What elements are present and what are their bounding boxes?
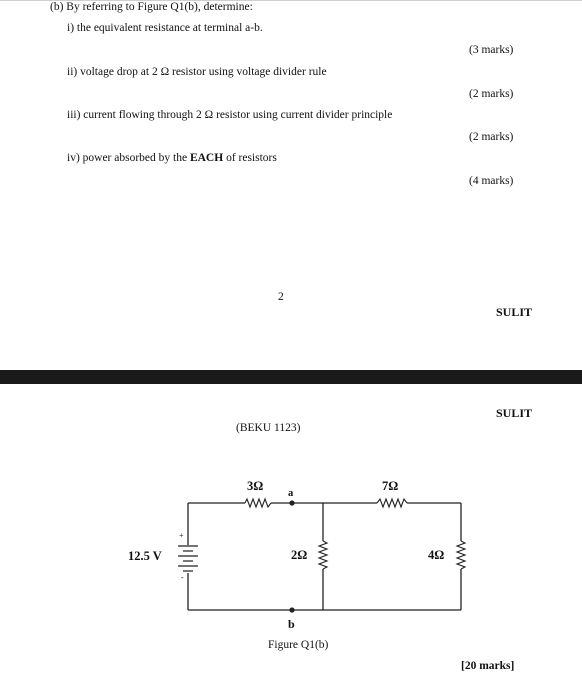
sulit-header: SULIT bbox=[496, 406, 533, 420]
resistor-2-ohm bbox=[319, 541, 327, 569]
question-item-iv-post: of resistors bbox=[223, 152, 277, 164]
question-item-iv-bold: EACH bbox=[189, 152, 224, 164]
course-code: (BEKU 1123) bbox=[236, 422, 301, 434]
question-item-iv-pre: iv) power absorbed by the bbox=[67, 152, 190, 164]
terminal-a-node bbox=[289, 500, 294, 505]
resistor-7-ohm bbox=[377, 499, 407, 507]
terminal-a-label: a bbox=[288, 488, 294, 499]
marks-item-iii: (2 marks) bbox=[469, 131, 514, 143]
source-label: 12.5 V bbox=[128, 549, 162, 563]
source-minus: - bbox=[181, 573, 184, 582]
source-plus: + bbox=[179, 531, 184, 540]
r3-label: 7Ω bbox=[382, 479, 399, 493]
marks-item-i: (3 marks) bbox=[469, 44, 514, 56]
terminal-b-label: b bbox=[288, 617, 295, 631]
total-marks: [20 marks] bbox=[461, 660, 515, 672]
sulit-footer: SULIT bbox=[496, 305, 533, 319]
question-header: (b) By referring to Figure Q1(b), determine: bbox=[50, 1, 253, 13]
marks-item-iv: (4 marks) bbox=[469, 175, 514, 187]
page-number: 2 bbox=[278, 291, 284, 303]
marks-item-ii: (2 marks) bbox=[469, 88, 514, 100]
question-item-ii: ii) voltage drop at 2 Ω resistor using voltage divider rule bbox=[67, 66, 327, 78]
figure-caption: Figure Q1(b) bbox=[268, 639, 329, 651]
resistor-4-ohm bbox=[457, 541, 465, 569]
r2-label: 2Ω bbox=[291, 548, 308, 562]
battery-symbol bbox=[178, 546, 198, 571]
r1-label: 3Ω bbox=[247, 479, 264, 493]
resistor-3-ohm bbox=[245, 499, 271, 507]
terminal-b-node bbox=[289, 607, 294, 612]
question-item-i: i) the equivalent resistance at terminal a-b. bbox=[67, 22, 263, 34]
r4-label: 4Ω bbox=[428, 548, 445, 562]
question-item-iii: iii) current flowing through 2 Ω resistor using current divider principle bbox=[67, 109, 393, 121]
